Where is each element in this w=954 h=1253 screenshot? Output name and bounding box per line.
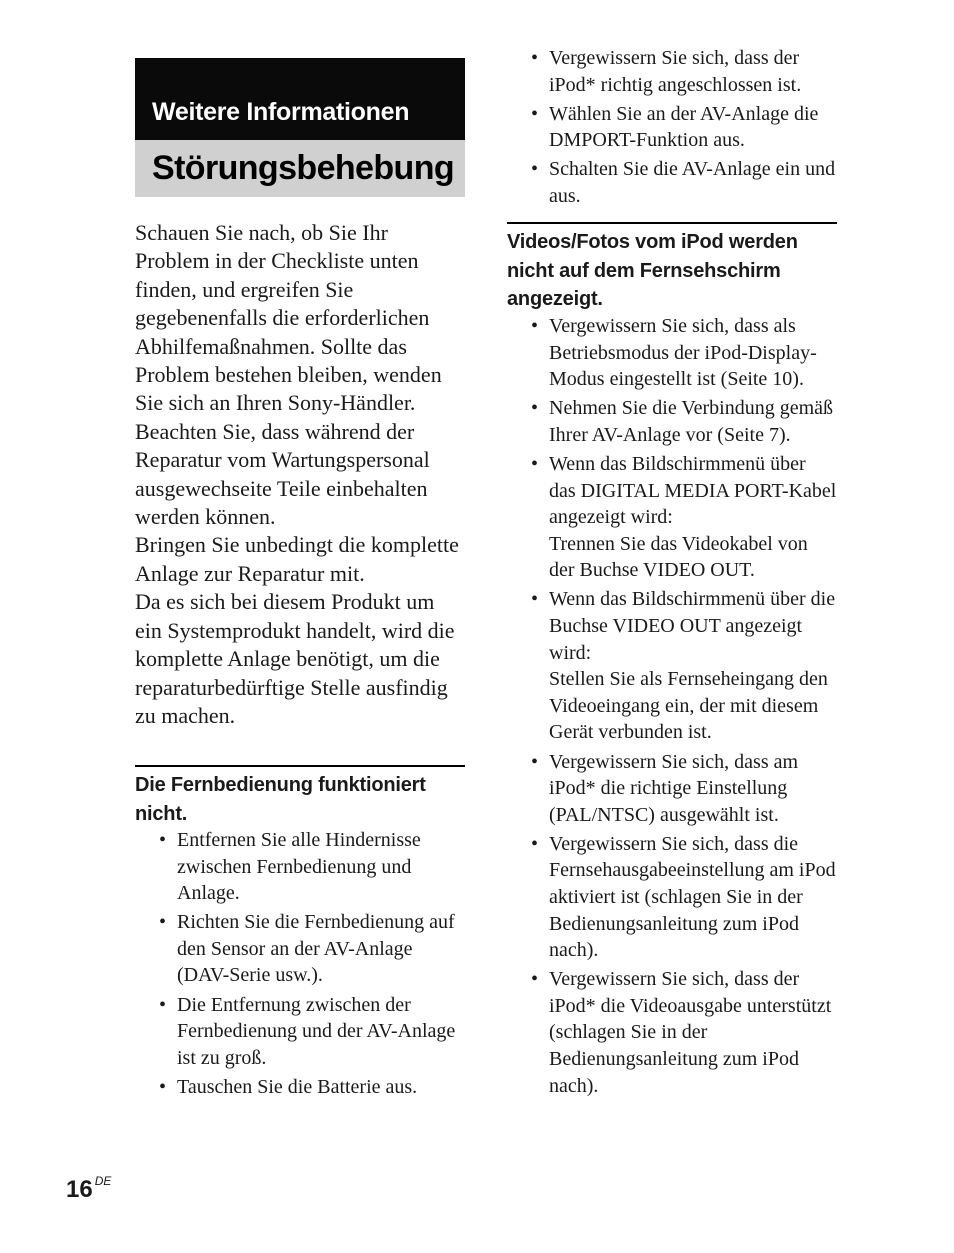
bullet-icon: •	[531, 158, 539, 181]
bullet-icon: •	[531, 750, 539, 773]
list-item: • Vergewissern Sie sich, dass am iPod* die richtige Einstellung (PAL/NTSC) ausgewählt ist.	[531, 750, 799, 826]
intro-paragraph: Schauen Sie nach, ob Sie Ihr Problem in der Checkliste unten finden, und ergreifen Sie gegebenenfalls die erforderlichen Abhilfemaßnahmen. Sollte das Problem bestehen bleiben, wenden Sie sich an Ihren Sony-Händler. Beachten Sie, dass während der Reparatur vom Wartungspersonal ausgewechseite Teile einbehalten werden können.	[135, 220, 442, 530]
section-banner	[135, 58, 465, 140]
video-heading	[507, 222, 837, 314]
list-item: • Wählen Sie an der AV-Anlage die DMPORT-Funktion aus.	[531, 102, 819, 152]
intro-paragraph: Bringen Sie unbedingt die komplette Anlage zur Reparatur mit.	[135, 532, 459, 586]
video-heading-text: Videos/Fotos vom iPod werden nicht auf dem Fernsehschirm angezeigt.	[507, 231, 798, 310]
list-item: • Nehmen Sie die Verbindung gemäß Ihrer AV-Anlage vor (Seite 7).	[531, 397, 834, 446]
bullet-icon: •	[531, 832, 539, 855]
page-number-suffix: DE	[94, 1174, 112, 1188]
list-item: • Wenn das Bildschirmmenü über die Buchse VIDEO OUT angezeigt wird: Stellen Sie als Fernseheingang den Videoeingang ein, der mit diesem Gerät verbunden ist.	[531, 588, 836, 744]
list-item: • Die Entfernung zwischen der Fernbedienung und der AV-Anlage ist zu groß.	[159, 993, 456, 1069]
list-item: • Vergewissern Sie sich, dass der iPod* richtig angeschlossen ist.	[531, 47, 802, 96]
list-item: • Schalten Sie die AV-Anlage ein und aus.	[531, 158, 836, 207]
intro-text	[135, 219, 465, 730]
bullet-icon: •	[531, 588, 539, 611]
page-number-value: 16	[66, 1176, 93, 1203]
bullet-icon: •	[531, 47, 539, 69]
bullet-icon: •	[531, 968, 539, 991]
list-item: • Richten Sie die Fernbedienung auf den Sensor an der AV-Anlage (DAV-Serie usw.).	[159, 911, 455, 987]
bullet-icon: •	[159, 993, 167, 1016]
list-item: • Wenn das Bildschirmmenü über das DIGITAL MEDIA PORT-Kabel angezeigt wird: Trennen Sie das Videokabel von der Buchse VIDEO OUT.	[531, 452, 837, 582]
remote-list	[135, 827, 465, 1103]
page-number	[66, 1176, 111, 1204]
list-item: • Vergewissern Sie sich, dass die Fernsehausgabeeinstellung am iPod aktiviert ist (schlagen Sie in der Bedienungsanleitung zum iPod nach).	[531, 832, 836, 962]
bullet-icon: •	[531, 397, 539, 420]
list-item: • Tauschen Sie die Batterie aus.	[135, 1074, 465, 1101]
list-item: • Entfernen Sie alle Hindernisse zwischen Fernbedienung und Anlage.	[159, 829, 421, 905]
remote-heading-text: Die Fernbedienung funktioniert nicht.	[135, 774, 426, 825]
intro-paragraph: Da es sich bei diesem Produkt um ein Systemprodukt handelt, wird die komplette Anlage benötigt, um die reparaturbedürftige Stelle ausfindig zu machen.	[135, 589, 455, 728]
remote-heading	[135, 765, 465, 828]
section-title: Weitere Informationen	[152, 98, 410, 126]
bullet-icon: •	[159, 1075, 167, 1098]
bullet-icon: •	[531, 315, 539, 337]
bullet-icon: •	[159, 911, 167, 934]
video-list	[507, 313, 837, 1102]
list-item: • Vergewissern Sie sich, dass als Betriebsmodus der iPod-Display-Modus eingestellt ist (Seite 10).	[531, 315, 817, 391]
list-item: • Vergewissern Sie sich, dass der iPod* die Videoausgabe unterstützt (schlagen Sie in der Bedienungsanleitung zum iPod nach).	[531, 968, 832, 1097]
ipod-continued-list	[507, 45, 837, 212]
bullet-icon: •	[159, 829, 167, 851]
page-title: Störungsbehebung	[152, 149, 455, 187]
bullet-icon: •	[531, 452, 539, 475]
bullet-icon: •	[531, 102, 539, 125]
title-banner	[135, 140, 465, 197]
